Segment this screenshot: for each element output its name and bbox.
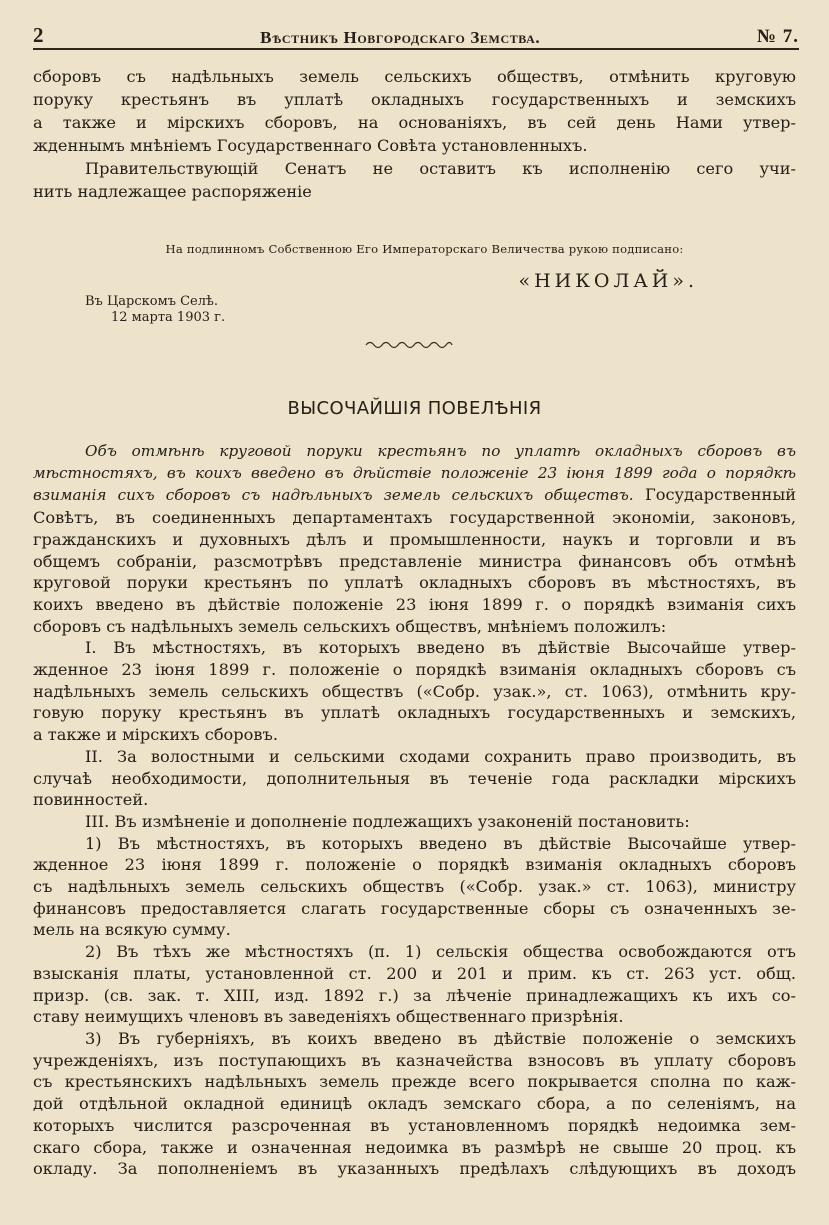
decree-heading-end: взиманія сихъ сборовъ съ надѣльныхъ земель сельскихъ обществъ. bbox=[33, 486, 634, 505]
text-line: гражданскихъ и духовныхъ дѣлъ и промышленности, наукъ и торговли и въ bbox=[33, 529, 796, 549]
text-line: ставу неимущихъ членовъ въ заведеніяхъ общественнаго призрѣнія. bbox=[33, 1007, 624, 1027]
text-line: скаго сбора, также и означенная недоимка въ размѣрѣ не свыше 20 проц. къ bbox=[33, 1137, 796, 1157]
text-line: окладу. За пополненіемъ въ указанныхъ предѣлахъ слѣдующихъ въ доходъ bbox=[33, 1159, 796, 1179]
text-line: надѣльныхъ земель сельскихъ обществъ («Собр. узак.», ст. 1063), отмѣнить кру- bbox=[33, 681, 796, 701]
signature-block bbox=[33, 242, 796, 325]
text-line: III. Въ измѣненіе и дополненіе подлежащихъ узаконеній постановить: bbox=[85, 811, 690, 831]
text-line: II. За волостными и сельскими сходами сохранить право производить, въ bbox=[85, 746, 796, 766]
running-head bbox=[33, 20, 799, 50]
journal-title: Вѣстникъ Новгородскаго Земства. bbox=[260, 28, 541, 47]
text-line: дой отдѣльной окладной единицѣ окладъ земскаго сбора, а по селеніямъ, на bbox=[33, 1094, 796, 1114]
text-line: сборовъ съ надѣльныхъ земель сельскихъ обществъ, отмѣнить круговую bbox=[33, 67, 796, 86]
text-line: взысканія платы, установленной ст. 200 и 201 и прим. къ ст. 263 уст. общ. bbox=[33, 963, 796, 983]
text-line: жденнымъ мнѣніемъ Государственнаго Совѣта установленныхъ. bbox=[33, 135, 588, 155]
section-title: ВЫСОЧАЙШІЯ ПОВЕЛѢНІЯ bbox=[287, 398, 542, 419]
text-line: съ надѣльныхъ земель сельскихъ обществъ («Собр. узак.» ст. 1063), министру bbox=[33, 877, 796, 897]
text-line: общемъ собраніи, разсмотрѣвъ представленіе министра финансовъ объ отмѣнѣ bbox=[33, 551, 796, 571]
opening-paragraph bbox=[33, 66, 796, 203]
text-line: коихъ введено въ дѣйствіе положеніе 23 іюня 1899 г. о порядкѣ взиманія сихъ bbox=[33, 594, 796, 614]
text-line: Правительствующій Сенатъ не оставитъ къ исполненію сего учи- bbox=[85, 158, 796, 178]
text-line: нить надлежащее распоряженіе bbox=[33, 181, 312, 201]
place-and-date bbox=[85, 294, 225, 326]
text-line: Совѣтъ, въ соединенныхъ департаментахъ государственной экономіи, законовъ, bbox=[33, 508, 796, 528]
signature-place: Въ Царскомъ Селѣ. bbox=[85, 294, 218, 309]
text-line: круговой поруки крестьянъ по уплатѣ окладныхъ сборовъ въ мѣстностяхъ, въ bbox=[33, 573, 796, 593]
text-line: 3) Въ губерніяхъ, въ коихъ введено въ дѣйствіе положеніе о земскихъ bbox=[85, 1028, 796, 1048]
text-line: которыхъ числится разсроченная въ установленномъ порядкѣ недоимка зем- bbox=[33, 1115, 796, 1135]
text-line: жденное 23 іюня 1899 г. положеніе о порядкѣ взиманія окладныхъ сборовъ bbox=[33, 855, 796, 875]
wavy-divider-icon bbox=[364, 339, 454, 351]
text-line: повинностей. bbox=[33, 790, 149, 810]
issue-number: № 7. bbox=[756, 26, 799, 47]
decree-heading-line: мѣстностяхъ, въ коихъ введено въ дѣйствіе положеніе 23 іюня 1899 года о порядкѣ bbox=[33, 463, 796, 482]
text-line: сборовъ съ надѣльныхъ земель сельскихъ обществъ, мнѣніемъ положилъ: bbox=[33, 616, 667, 636]
signature-caption: На подлинномъ Собственною Его Императорскаго Величества рукою подписано: bbox=[165, 242, 684, 256]
text-line: жденное 23 іюня 1899 г. положеніе о порядкѣ взиманія окладныхъ сборовъ съ bbox=[33, 660, 796, 680]
text-line: 1) Въ мѣстностяхъ, въ которыхъ введено въ дѣйствіе Высочайше утвер- bbox=[85, 833, 796, 853]
text-line: съ крестьянскихъ надѣльныхъ земель прежде всего покрывается сполна по каж- bbox=[33, 1072, 796, 1092]
text-line: мель на всякую сумму. bbox=[33, 920, 231, 940]
text-line: говую поруку крестьянъ въ уплатѣ окладныхъ государственныхъ и земскихъ, bbox=[33, 703, 796, 723]
decree-text bbox=[33, 441, 796, 1180]
text-line: учрежденіяхъ, изъ поступающихъ въ казначейства взносовъ въ уплату сборовъ bbox=[33, 1050, 796, 1070]
decree-heading-line: Объ отмѣнѣ круговой поруки крестьянъ по уплатѣ окладныхъ сборовъ въ bbox=[85, 442, 796, 460]
page-number: 2 bbox=[33, 23, 44, 47]
imperial-signature: «НИКОЛАЙ». bbox=[518, 270, 698, 292]
text-line: а также и мірскихъ сборовъ, на основаніяхъ, въ сей день Нами утвер- bbox=[33, 112, 796, 132]
text-line: 2) Въ тѣхъ же мѣстностяхъ (п. 1) сельскія общества освобождаются отъ bbox=[85, 942, 796, 962]
text-line: а также и мірскихъ сборовъ. bbox=[33, 725, 278, 745]
text-line: случаѣ необходимости, дополнительныя въ теченіе года раскладки мірскихъ bbox=[33, 768, 796, 788]
text-line: поруку крестьянъ въ уплатѣ окладныхъ государственныхъ и земскихъ bbox=[33, 89, 796, 109]
text-line: финансовъ предоставляется слагать государственные сборы съ означенныхъ зе- bbox=[33, 898, 796, 918]
text-line: призр. (св. зак. т. XIII, изд. 1892 г.) за лѣченіе принадлежащихъ къ ихъ со- bbox=[33, 985, 796, 1005]
decree-mixed-line bbox=[33, 484, 796, 507]
text-line: I. Въ мѣстностяхъ, въ которыхъ введено въ дѣйствіе Высочайше утвер- bbox=[85, 638, 796, 658]
signature-date: 12 марта 1903 г. bbox=[111, 310, 226, 325]
decree-text-start: Государственный bbox=[633, 485, 796, 505]
